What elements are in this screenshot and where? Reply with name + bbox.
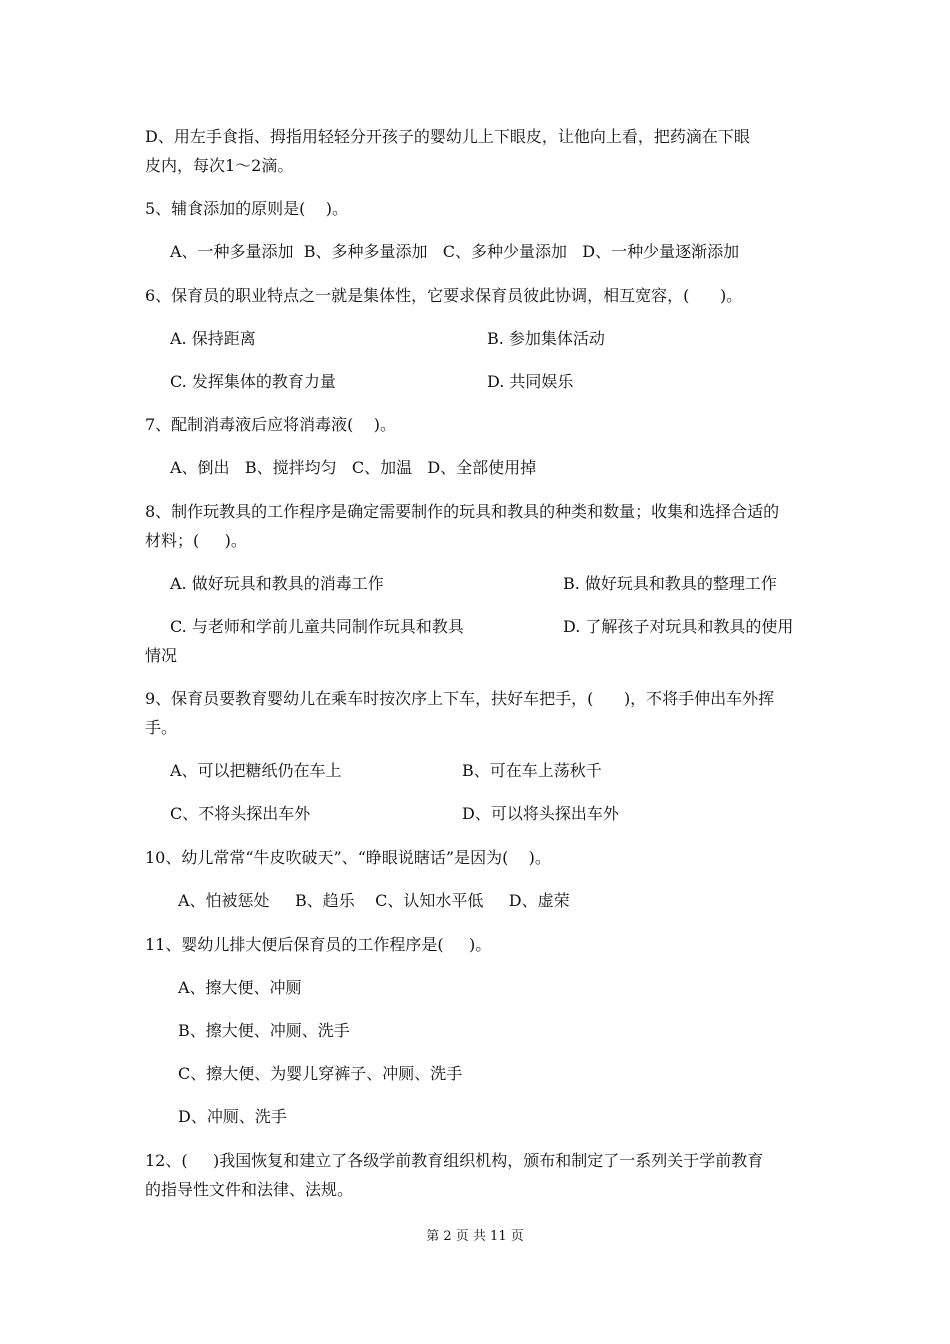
q12-stem-line1: 12、( )我国恢复和建立了各级学前教育组织机构，颁布和制定了一系列关于学前教育 (145, 1151, 764, 1170)
q5-options: A、一种多量添加 B、多种多量添加 C、多种少量添加 D、一种少量逐渐添加 (170, 242, 740, 261)
q6-option-a: A. 保持距离 (170, 329, 256, 348)
q8-option-a: A. 做好玩具和教具的消毒工作 (170, 574, 384, 593)
q9-option-c: C、不将头探出车外 (170, 804, 311, 823)
q7-stem: 7、配制消毒液后应将消毒液( )。 (145, 415, 397, 434)
q5-stem: 5、辅食添加的原则是( )。 (145, 199, 349, 218)
q10-options: A、怕被惩处 B、趋乐 C、认知水平低 D、虚荣 (178, 891, 570, 910)
q11-option-c: C、擦大便、为婴儿穿裤子、冲厕、洗手 (178, 1064, 463, 1083)
q6-option-b: B. 参加集体活动 (487, 329, 605, 348)
q11-stem: 11、婴幼儿排大便后保育员的工作程序是( )。 (145, 935, 492, 954)
q8-option-c: C. 与老师和学前儿童共同制作玩具和教具 (170, 617, 464, 636)
q8-option-d: D. 了解孩子对玩具和教具的使用 (563, 617, 794, 636)
q4-option-d-line2: 皮内，每次1～2滴。 (145, 156, 294, 175)
q9-option-a: A、可以把糖纸仍在车上 (170, 761, 342, 780)
q6-option-d: D. 共同娱乐 (487, 372, 574, 391)
q8-option-d-wrap: 情况 (145, 646, 178, 665)
q11-option-b: B、擦大便、冲厕、洗手 (178, 1021, 350, 1040)
q6-stem: 6、保育员的职业特点之一就是集体性，它要求保育员彼此协调，相互宽容，( )。 (145, 286, 743, 305)
q12-stem-line2: 的指导性文件和法律、法规。 (145, 1180, 354, 1199)
q6-option-c: C. 发挥集体的教育力量 (170, 372, 336, 391)
q11-option-d: D、冲厕、洗手 (178, 1107, 287, 1126)
q7-options: A、倒出 B、搅拌均匀 C、加温 D、全部使用掉 (170, 458, 537, 477)
q11-option-a: A、擦大便、冲厕 (178, 978, 302, 997)
q8-option-b: B. 做好玩具和教具的整理工作 (563, 574, 777, 593)
q8-stem-line2: 材料；( )。 (145, 531, 247, 550)
q10-stem: 10、幼儿常常“牛皮吹破天”、“睁眼说瞎话”是因为( )。 (145, 848, 551, 867)
page-number-footer: 第 2 页 共 11 页 (426, 1229, 524, 1244)
q8-stem-line1: 8、制作玩教具的工作程序是确定需要制作的玩具和教具的种类和数量；收集和选择合适的 (145, 502, 780, 521)
q9-stem-line2: 手。 (145, 718, 178, 737)
q9-stem-line1: 9、保育员要教育婴幼儿在乘车时按次序上下车，扶好车把手，( )，不将手伸出车外挥 (145, 689, 775, 708)
q4-option-d-line1: D、用左手食指、拇指用轻轻分开孩子的婴幼儿上下眼皮，让他向上看，把药滴在下眼 (145, 127, 750, 146)
q9-option-d: D、可以将头探出车外 (462, 804, 619, 823)
q9-option-b: B、可在车上荡秋千 (462, 761, 602, 780)
